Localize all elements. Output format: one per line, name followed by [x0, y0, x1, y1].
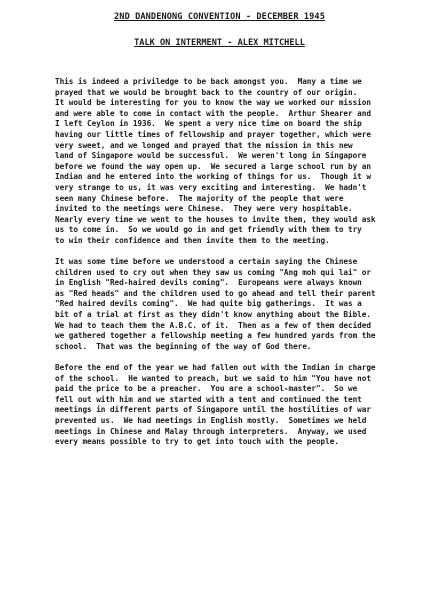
text-line: Nearly every time we went to the houses to invite them, they would ask [55, 214, 376, 224]
text-line: before we found the way open up. We secured a large school run by an [55, 161, 371, 171]
text-line: We had to teach them the A.B.C. of it. Then as a few of them decided [55, 320, 371, 330]
text-line: us to come in. So we would go in and get friendly with them to try [55, 225, 362, 235]
text-line: land of Singapore would be successful. We weren't long in Singapore [55, 151, 367, 161]
text-line: as "Red heads" and the children used to go ahead and tell their parent [55, 288, 376, 298]
text-line: Indian and he entered into the working of things for us. Though it w [55, 172, 371, 182]
convention-heading-text: 2ND DANDENONG CONVENTION - DECEMBER 1945 [114, 12, 325, 22]
text-line: very sweet, and we longed and prayed that the mission in this new [55, 140, 353, 150]
document-body [55, 77, 439, 448]
paragraph [55, 257, 439, 352]
text-line: invited to the meetings were Chinese. They were very hospitable. [55, 204, 353, 214]
text-line: prayed that we would be brought back to the country of our origin. [55, 87, 358, 97]
text-line: to win their confidence and then invite them to the meeting. [55, 235, 330, 245]
text-line: I left Ceylon in 1936. We spent a very nice time on board the ship [55, 119, 362, 129]
text-line: fell out with him and we started with a tent and continued the tent [55, 394, 362, 404]
text-line: meetings in different parts of Singapore until the hostilities of war [55, 405, 371, 415]
text-line: "Red haired devils coming". We had quite big gatherings. It was a [55, 299, 362, 309]
talk-heading [0, 38, 439, 48]
paragraph [55, 363, 439, 448]
text-line: of the school. He wanted to preach, but we said to him "You have not [55, 373, 371, 383]
text-line: children used to cry out when they saw us coming "Ang moh qui lai" or [55, 267, 371, 277]
text-line: It would be interesting for you to know the way we worked our mission [55, 98, 371, 108]
text-line: prevented us. We had meetings in English mostly. Sometimes we held [55, 416, 367, 425]
text-line: meetings in Chinese and Malay through interpreters. Anyway, we used [55, 426, 367, 436]
text-line: having our little times of fellowship and prayer together, which were [55, 129, 371, 139]
paragraph [55, 77, 439, 247]
text-line: paid the price to be a preacher. You are a school-master". So we [55, 384, 358, 394]
convention-heading [0, 12, 439, 22]
text-line: Before the end of the year we had fallen out with the Indian in charge [55, 363, 376, 373]
text-line: we gathered together a fellowship meeting a few hundred yards from the [55, 331, 376, 341]
text-line: and were able to come in contact with the people. Arthur Shearer and [55, 108, 371, 118]
text-line: It was some time before we understood a certain saying the Chinese [55, 257, 358, 267]
text-line: seen many Chinese before. The majority of the people that were [55, 193, 344, 203]
text-line: bit of a trial at first as they didn't know anything about the Bible. [55, 310, 371, 320]
text-line: This is indeed a priviledge to be back amongst you. Many a time we [55, 77, 362, 86]
text-line: in English "Red-haired devils coming". Europeans were always known [55, 278, 362, 288]
text-line: every means possible to try to get into touch with the people. [55, 437, 339, 447]
text-line: very strange to us, it was very exciting and interesting. We hadn't [55, 182, 367, 192]
talk-heading-text: TALK ON INTERMENT - ALEX MITCHELL [134, 38, 305, 48]
text-line: school. That was the beginning of the way of God there. [55, 341, 312, 351]
